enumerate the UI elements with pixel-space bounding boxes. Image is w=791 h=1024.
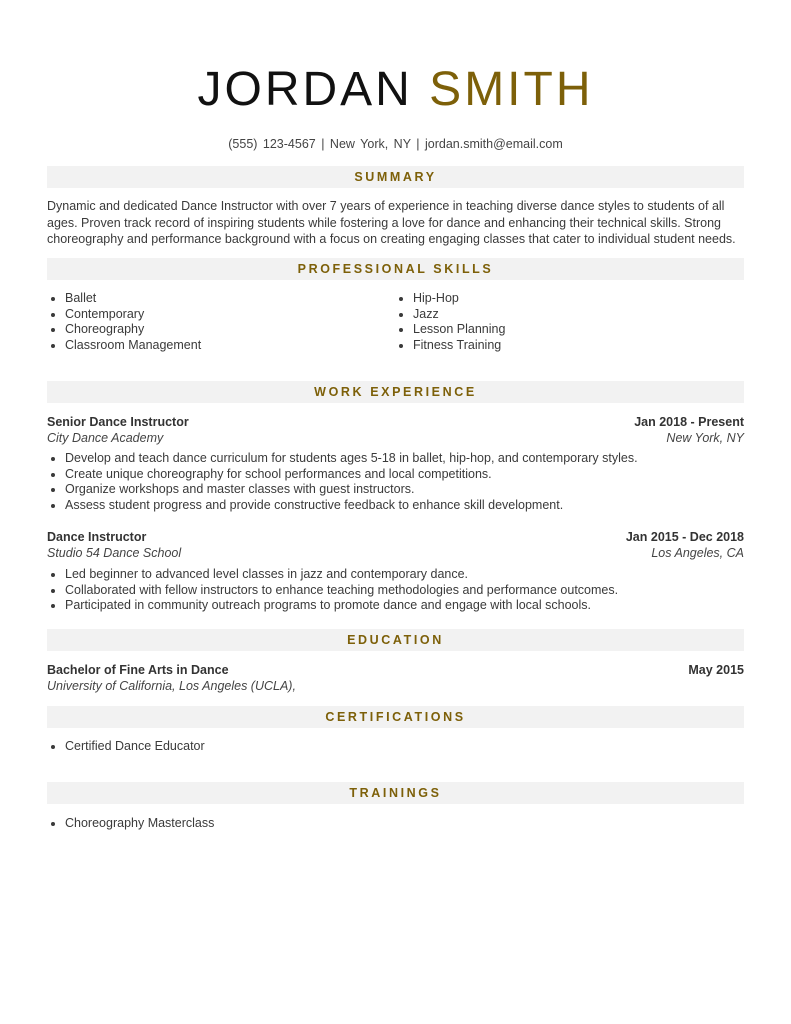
- job-company-row: [47, 430, 744, 446]
- job-bullet: • Organize workshops and master classes with guest instructors.: [65, 482, 765, 498]
- section-header-education: EDUCATION: [47, 629, 744, 651]
- trainings-list: [47, 816, 765, 832]
- skill-item: • Contemporary: [65, 307, 385, 323]
- first-name: JORDAN: [197, 63, 413, 116]
- job-location: Los Angeles, CA: [651, 546, 744, 560]
- job-bullet: • Assess student progress and provide constructive feedback to enhance skill development.: [65, 498, 765, 514]
- job-bullet: • Led beginner to advanced level classes in jazz and contemporary dance.: [65, 567, 765, 583]
- section-header-certifications: CERTIFICATIONS: [47, 706, 744, 728]
- training-item: • Choreography Masterclass: [65, 816, 765, 832]
- job-header-row: [47, 414, 744, 430]
- skill-item: • Jazz: [413, 307, 733, 323]
- skill-item: • Ballet: [65, 291, 385, 307]
- school: University of California, Los Angeles (UCLA),: [47, 679, 296, 693]
- summary-text: Dynamic and dedicated Dance Instructor with over 7 years of experience in teaching diverse dance styles to students of all ages. Proven track record of inspiring students while fostering a love for dance and enhancing their technical skills. Strong choreography and performance background with a focus on creating engaging classes that cater to individual student needs.: [47, 199, 736, 246]
- job-header-row: [47, 529, 744, 545]
- job-bullets: [47, 567, 765, 614]
- section-header-experience: WORK EXPERIENCE: [47, 381, 744, 403]
- contact-line: (555) 123-4567 | New York, NY | jordan.smith@email.com: [228, 137, 563, 151]
- job-bullets: [47, 451, 765, 513]
- graduation-date: May 2015: [688, 663, 744, 677]
- skill-item: • Choreography: [65, 322, 385, 338]
- certification-item: • Certified Dance Educator: [65, 739, 765, 755]
- job-bullet: • Develop and teach dance curriculum for students ages 5-18 in ballet, hip-hop, and contemporary styles.: [65, 451, 765, 467]
- skills-list-left: [47, 291, 385, 353]
- job-dates: Jan 2018 - Present: [634, 415, 744, 429]
- skill-item: • Classroom Management: [65, 338, 385, 354]
- degree: Bachelor of Fine Arts in Dance: [47, 663, 229, 677]
- education-header-row: [47, 662, 744, 678]
- section-header-trainings: TRAININGS: [47, 782, 744, 804]
- job-company-row: [47, 545, 744, 561]
- education-school-row: [47, 678, 744, 694]
- last-name: SMITH: [429, 63, 594, 116]
- skill-item: • Hip-Hop: [413, 291, 733, 307]
- skill-item: • Fitness Training: [413, 338, 733, 354]
- job-bullet: • Create unique choreography for school performances and local competitions.: [65, 467, 765, 483]
- candidate-name: [0, 62, 791, 118]
- job-company: City Dance Academy: [47, 431, 164, 445]
- skills-list-right: [395, 291, 733, 353]
- job-company: Studio 54 Dance School: [47, 546, 182, 560]
- job-bullet: • Participated in community outreach programs to promote dance and engage with local schools.: [65, 598, 765, 614]
- skill-item: • Lesson Planning: [413, 322, 733, 338]
- certifications-list: [47, 739, 765, 755]
- section-header-summary: SUMMARY: [47, 166, 744, 188]
- job-bullet: • Collaborated with fellow instructors to enhance teaching methodologies and performance outcomes.: [65, 583, 765, 599]
- job-dates: Jan 2015 - Dec 2018: [625, 530, 744, 544]
- job-location: New York, NY: [666, 431, 744, 445]
- job-title: Dance Instructor: [47, 530, 147, 544]
- job-title: Senior Dance Instructor: [47, 415, 189, 429]
- section-header-skills: PROFESSIONAL SKILLS: [47, 258, 744, 280]
